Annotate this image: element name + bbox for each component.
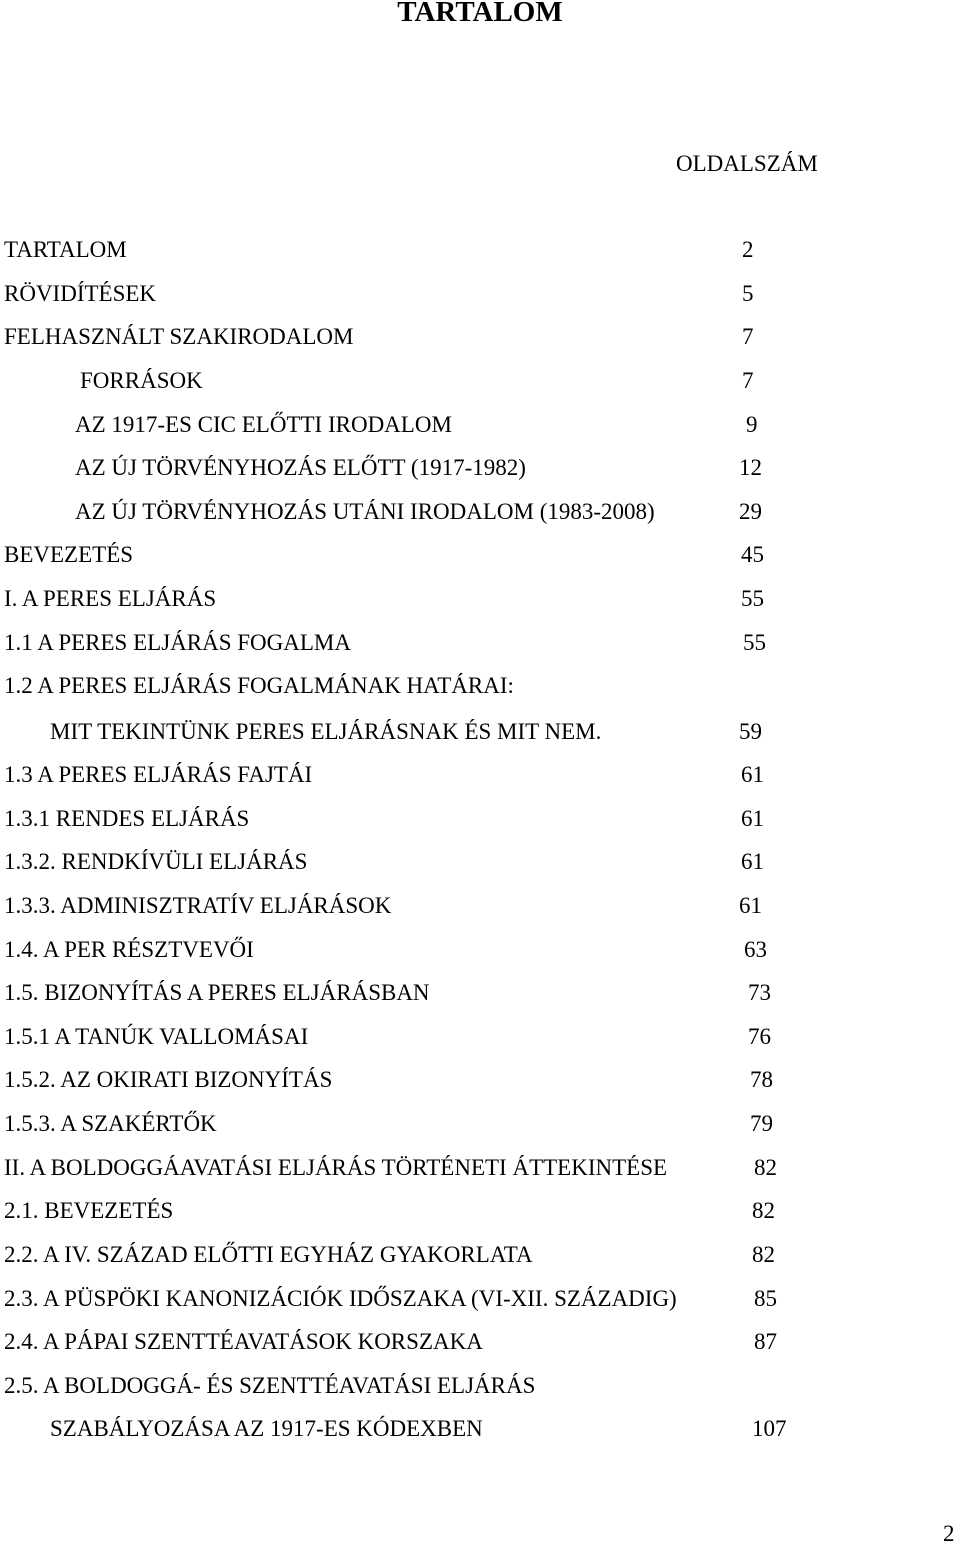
toc-entry-page: 55 bbox=[741, 586, 764, 611]
toc-entry-page: 2 bbox=[742, 237, 754, 262]
toc-entry-label: 1.5.2. AZ OKIRATI BIZONYÍTÁS bbox=[4, 1067, 333, 1092]
page-number: 2 bbox=[943, 1521, 955, 1546]
toc-entry-page: 73 bbox=[748, 980, 771, 1005]
toc-entry-label: 1.3.3. ADMINISZTRATÍV ELJÁRÁSOK bbox=[4, 893, 392, 918]
toc-entry-label: 1.3.1 RENDES ELJÁRÁS bbox=[4, 806, 250, 831]
toc-entry-label: II. A BOLDOGGÁAVATÁSI ELJÁRÁS TÖRTÉNETI ÁTTEKINTÉSE bbox=[4, 1155, 668, 1180]
toc-entry-page: 82 bbox=[752, 1198, 775, 1223]
page-title: TARTALOM bbox=[397, 0, 563, 28]
toc-entry-label: TARTALOM bbox=[4, 237, 127, 262]
toc-entry-page: 55 bbox=[743, 630, 766, 655]
toc-entry-label: AZ 1917-ES CIC ELŐTTI IRODALOM bbox=[75, 412, 452, 437]
toc-entry-page: 12 bbox=[739, 455, 762, 480]
toc-entry-page: 61 bbox=[739, 893, 762, 918]
toc-entry-page: 7 bbox=[742, 324, 754, 349]
toc-entry-label: FELHASZNÁLT SZAKIRODALOM bbox=[4, 324, 354, 349]
toc-entry-page: 45 bbox=[741, 542, 764, 567]
toc-entry-page: 61 bbox=[741, 806, 764, 831]
toc-entry-page: 82 bbox=[754, 1155, 777, 1180]
toc-entry-label: SZABÁLYOZÁSA AZ 1917-ES KÓDEXBEN bbox=[50, 1416, 483, 1441]
toc-entry-label: 2.1. BEVEZETÉS bbox=[4, 1198, 174, 1223]
toc-entry-label: 2.4. A PÁPAI SZENTTÉAVATÁSOK KORSZAKA bbox=[4, 1329, 483, 1354]
toc-entry-page: 5 bbox=[742, 281, 754, 306]
toc-entry-page: 76 bbox=[748, 1024, 771, 1049]
page-number-column-header: OLDALSZÁM bbox=[676, 151, 818, 176]
toc-entry-label: 2.2. A IV. SZÁZAD ELŐTTI EGYHÁZ GYAKORLATA bbox=[4, 1242, 533, 1267]
toc-entry-label: AZ ÚJ TÖRVÉNYHOZÁS UTÁNI IRODALOM (1983-2008) bbox=[75, 499, 655, 524]
toc-entry-page: 87 bbox=[754, 1329, 777, 1354]
toc-entry-page: 61 bbox=[741, 762, 764, 787]
toc-entry-label: 2.5. A BOLDOGGÁ- ÉS SZENTTÉAVATÁSI ELJÁRÁS bbox=[4, 1373, 536, 1398]
toc-entry-page: 9 bbox=[746, 412, 758, 437]
toc-entry-page: 63 bbox=[744, 937, 767, 962]
toc-entry-label: 1.5. BIZONYÍTÁS A PERES ELJÁRÁSBAN bbox=[4, 980, 430, 1005]
toc-entry-page: 61 bbox=[741, 849, 764, 874]
toc-entry-page: 107 bbox=[752, 1416, 787, 1441]
toc-entry-label: FORRÁSOK bbox=[80, 368, 203, 393]
toc-entry-page: 29 bbox=[739, 499, 762, 524]
toc-entry-label: 1.1 A PERES ELJÁRÁS FOGALMA bbox=[4, 630, 351, 655]
toc-entry-page: 59 bbox=[739, 719, 762, 744]
toc-entry-label: 1.2 A PERES ELJÁRÁS FOGALMÁNAK HATÁRAI: bbox=[4, 673, 514, 698]
toc-entry-page: 79 bbox=[750, 1111, 773, 1136]
toc-entry-label: RÖVIDÍTÉSEK bbox=[4, 281, 157, 306]
toc-entry-page: 78 bbox=[750, 1067, 773, 1092]
toc-entry-label: AZ ÚJ TÖRVÉNYHOZÁS ELŐTT (1917-1982) bbox=[75, 455, 526, 480]
toc-entry-label: 1.3 A PERES ELJÁRÁS FAJTÁI bbox=[4, 762, 313, 787]
toc-entry-label: MIT TEKINTÜNK PERES ELJÁRÁSNAK ÉS MIT NEM. bbox=[50, 719, 602, 744]
toc-entry-page: 7 bbox=[742, 368, 754, 393]
toc-entry-label: 1.5.3. A SZAKÉRTŐK bbox=[4, 1111, 217, 1136]
toc-entry-label: 1.4. A PER RÉSZTVEVŐI bbox=[4, 937, 254, 962]
toc-entry-label: BEVEZETÉS bbox=[4, 542, 134, 567]
toc-entry-label: 1.5.1 A TANÚK VALLOMÁSAI bbox=[4, 1024, 309, 1049]
toc-entry-label: 2.3. A PÜSPÖKI KANONIZÁCIÓK IDŐSZAKA (VI-XII. SZÁZADIG) bbox=[4, 1286, 677, 1311]
toc-entry-label: 1.3.2. RENDKÍVÜLI ELJÁRÁS bbox=[4, 849, 308, 874]
toc-entry-page: 82 bbox=[752, 1242, 775, 1267]
toc-entry-page: 85 bbox=[754, 1286, 777, 1311]
toc-entry-label: I. A PERES ELJÁRÁS bbox=[4, 586, 217, 611]
